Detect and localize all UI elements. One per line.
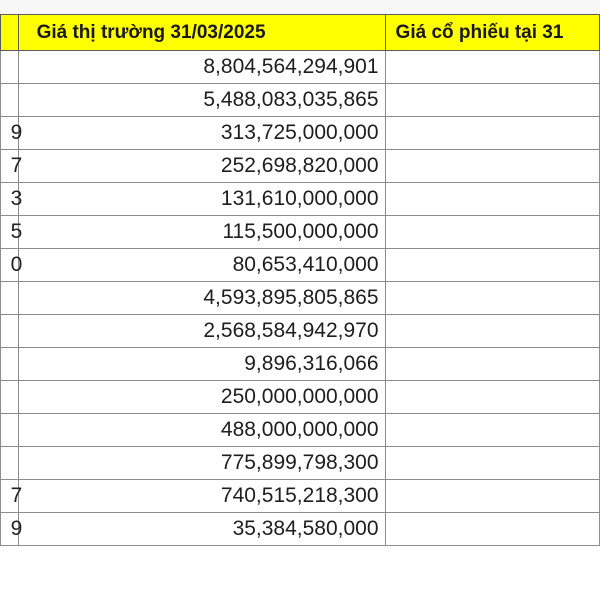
cell-left-fragment[interactable] (1, 183, 23, 216)
table-row (1, 447, 600, 480)
column-header-strip (0, 0, 600, 15)
cell-share-price[interactable] (385, 117, 599, 150)
table-row (1, 414, 600, 447)
cell-left-fragment[interactable] (1, 216, 23, 249)
cell-left-fragment[interactable] (1, 150, 23, 183)
cell-share-price[interactable] (385, 51, 599, 84)
cell-left-fragment[interactable] (1, 381, 19, 414)
cell-share-price[interactable] (385, 216, 599, 249)
table-row (1, 249, 600, 282)
cell-left-fragment[interactable] (1, 480, 23, 513)
cell-market-value[interactable]: 80,653,410,000 (18, 249, 385, 282)
header-cell-market-value[interactable]: Giá thị trường 31/03/2025 (18, 15, 385, 51)
cell-market-value[interactable]: 4,593,895,805,865 (18, 282, 385, 315)
cell-share-price[interactable] (385, 282, 599, 315)
cell-share-price[interactable] (385, 414, 599, 447)
cell-left-fragment-text: 7 (10, 484, 23, 507)
table-row (1, 480, 600, 513)
cell-market-value[interactable]: 8,804,564,294,901 (18, 51, 385, 84)
cell-left-fragment-text: 5 (10, 220, 23, 243)
cell-left-fragment-text: 9 (10, 517, 23, 540)
cell-market-value[interactable]: 250,000,000,000 (18, 381, 385, 414)
table-row (1, 51, 600, 84)
cell-left-fragment[interactable] (1, 513, 23, 546)
cell-market-value[interactable]: 775,899,798,300 (18, 447, 385, 480)
table-row (1, 183, 600, 216)
cell-left-fragment-text: 7 (10, 154, 23, 177)
cell-share-price[interactable] (385, 480, 599, 513)
cell-share-price[interactable] (385, 183, 599, 216)
cell-market-value[interactable]: 5,488,083,035,865 (18, 84, 385, 117)
cell-left-fragment[interactable] (1, 84, 19, 117)
cell-left-fragment[interactable] (1, 414, 19, 447)
table-row (1, 513, 600, 546)
cell-share-price[interactable] (385, 348, 599, 381)
cell-share-price[interactable] (385, 249, 599, 282)
table-row (1, 216, 600, 249)
cell-share-price[interactable] (385, 150, 599, 183)
cell-market-value[interactable]: 131,610,000,000 (18, 183, 385, 216)
cell-left-fragment[interactable] (1, 51, 19, 84)
header-cell-a[interactable] (1, 15, 19, 51)
cell-share-price[interactable] (385, 513, 599, 546)
cell-left-fragment[interactable] (1, 117, 23, 150)
cell-left-fragment[interactable] (1, 249, 23, 282)
cell-market-value[interactable]: 740,515,218,300 (18, 480, 385, 513)
cell-market-value[interactable]: 9,896,316,066 (18, 348, 385, 381)
cell-market-value[interactable]: 115,500,000,000 (18, 216, 385, 249)
table-row (1, 315, 600, 348)
spreadsheet-grid (0, 14, 600, 546)
cell-share-price[interactable] (385, 315, 599, 348)
cell-market-value[interactable]: 35,384,580,000 (18, 513, 385, 546)
cell-left-fragment-text: 0 (10, 253, 23, 276)
header-row (1, 15, 600, 51)
cell-left-fragment[interactable] (1, 447, 19, 480)
cell-market-value[interactable]: 252,698,820,000 (18, 150, 385, 183)
cell-market-value[interactable]: 313,725,000,000 (18, 117, 385, 150)
cell-share-price[interactable] (385, 84, 599, 117)
cell-left-fragment[interactable] (1, 348, 19, 381)
table-row (1, 381, 600, 414)
cell-left-fragment-text: 9 (10, 121, 23, 144)
cell-market-value[interactable]: 2,568,584,942,970 (18, 315, 385, 348)
cell-left-fragment[interactable] (1, 315, 19, 348)
table-row (1, 348, 600, 381)
cell-left-fragment-text: 3 (10, 187, 23, 210)
table-row (1, 84, 600, 117)
table-row (1, 117, 600, 150)
table-row (1, 282, 600, 315)
cell-left-fragment[interactable] (1, 282, 19, 315)
cell-market-value[interactable]: 488,000,000,000 (18, 414, 385, 447)
cell-share-price[interactable] (385, 447, 599, 480)
header-cell-share-price[interactable]: Giá cổ phiếu tại 31 (385, 15, 599, 51)
cell-share-price[interactable] (385, 381, 599, 414)
table-row (1, 150, 600, 183)
